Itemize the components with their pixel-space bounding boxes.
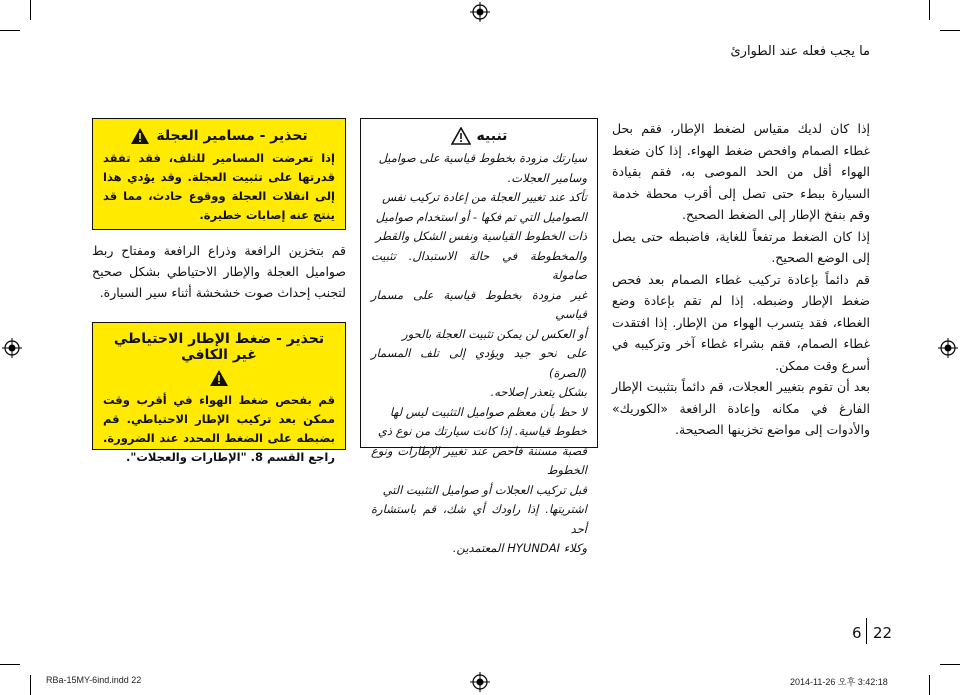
crop-mark xyxy=(30,675,31,695)
paragraph: قم دائماً بإعادة تركيب غطاء الصمام بعد فحص ضغط الإطار وضبطه. إذا لم تقم بإعادة وضع الغطاء، فقد يتسرب الهواء من الإطار. إذا افتقدت غطاء الصمام، فقم بشراء غطاء آخر وتركيبه في أسرع وقت ممكن. xyxy=(612,271,870,373)
section-title: ما يجب فعله عند الطوارئ xyxy=(730,44,870,59)
print-timestamp: 2014-11-26 오후 3:42:18 xyxy=(790,677,888,687)
crop-mark xyxy=(30,0,31,20)
caution-line: قبل تركيب العجلات أو صواميل التثبيت التي xyxy=(382,482,587,497)
paragraph: إذا كان لديك مقياس لضغط الإطار، فقم بحل غطاء الصمام وافحص ضغط الهواء. إذا كان ضغط الهواء أقل من الحد الموصى به، فقم بقيادة السيارة ببطء حتى تصل إلى أقرب محطة خدمة وقم بنفخ الإطار إلى الضغط الصحيح. xyxy=(612,121,870,222)
paragraph: قم بتخزين الرافعة وذراع الرافعة ومفتاح ربط صواميل العجلة والإطار الاحتياطي بشكل صحيح لتجنب إحداث صوت خشخشة أثناء سير السيارة. xyxy=(92,243,346,300)
warning-title-text: تحذير - ضغط الإطار الاحتياطي غير الكافي xyxy=(113,331,325,363)
warning-triangle-icon xyxy=(451,127,471,145)
caution-line: ذات الخطوط القياسية ونفس الشكل والقطر xyxy=(375,229,587,243)
registration-mark-icon xyxy=(470,2,490,22)
caution-title xyxy=(371,127,587,145)
caution-line: خطوط قياسية. إذا كانت سيارتك من نوع ذي xyxy=(377,424,587,438)
registration-mark-icon xyxy=(938,338,958,358)
caution-line: بشكل يتعذر إصلاحه. xyxy=(490,385,587,399)
warning-triangle-icon xyxy=(130,127,150,145)
crop-mark xyxy=(929,675,930,695)
caution-line: الصواميل التي تم فكها - أو استخدام صواميل xyxy=(375,209,587,224)
caution-line: لا حظ بأن معظم صواميل التثبيت ليس لها xyxy=(389,404,587,419)
crop-mark xyxy=(929,0,930,20)
warning-triangle-icon xyxy=(209,369,229,387)
crop-mark xyxy=(0,664,20,665)
caution-line: سيارتك مزودة بخطوط قياسية على صواميل xyxy=(378,151,587,165)
caution-line: غير مزودة بخطوط قياسية على مسمار قياسي xyxy=(371,287,587,321)
page-number: 22 xyxy=(873,624,893,642)
warning-box-spare-pressure xyxy=(92,322,346,464)
warning-title xyxy=(103,127,335,145)
caution-line: تأكد عند تغيير العجلة من إعادة تركيب نفس xyxy=(382,190,587,204)
warning-body: إذا تعرضت المسامير للتلف، فقد تفقد قدرتها على تثبيت العجلة. وقد يؤدي هذا إلى انفلات العجلة ووقوع حادث، مما قد ينتج عنه إصابات خطيرة. xyxy=(103,151,335,222)
caution-line: على نحو جيد ويؤدي إلى تلف المسمار (الصرة) xyxy=(371,346,587,380)
page-number-divider xyxy=(866,618,867,644)
storage-paragraph xyxy=(92,240,346,303)
warning-box-wheel-bolts xyxy=(92,118,346,230)
file-name: RBa-15MY-6ind.indd 22 xyxy=(46,675,142,685)
caution-line: وسامير العجلات. xyxy=(507,170,587,185)
caution-line: أو العكس لن يمكن تثبيت العجلة بالحور xyxy=(402,326,587,341)
caution-line: والمخطوطة في حالة الاستبدال. تثبيت صامولة xyxy=(371,248,587,282)
paragraph: بعد أن تقوم بتغيير العجلات، قم دائماً بتثبيت الإطار الفارغ في مكانه وإعادة الرافعة «الكوريك» والأدوات إلى مواضع تخزينها الصحيحة. xyxy=(612,379,870,437)
warning-title-text: تحذير - مسامير العجلة xyxy=(156,128,308,144)
registration-mark-icon xyxy=(470,672,490,692)
crop-mark xyxy=(0,30,20,31)
crop-mark xyxy=(940,30,960,31)
caution-body xyxy=(371,149,587,559)
paragraph: إذا كان الضغط مرتفعاً للغاية، فاضبطه حتى يصل إلى الوضع الصحيح. xyxy=(612,228,870,265)
caution-box xyxy=(360,118,598,555)
caution-line: قصبة مسننة فاحص عند تغيير الإطارات ونوع الخطوط xyxy=(371,443,587,477)
right-column xyxy=(612,118,870,441)
caution-title-text: تنبيه xyxy=(476,128,508,144)
warning-title xyxy=(103,331,335,387)
warning-body: قم بفحص ضغط الهواء في أقرب وقت ممكن بعد تركيب الإطار الاحتياطي. قم بضبطه على الضغط المحدد عند الضرورة. راجع القسم 8. "الإطارات والعجلات". xyxy=(103,393,335,464)
registration-mark-icon xyxy=(2,338,22,358)
caution-line: اشتريتها. إذا راودك أي شك، قم باستشارة أحد xyxy=(371,502,587,536)
chapter-number: 6 xyxy=(852,624,862,642)
caution-line: وكلاء HYUNDAI المعتمدين. xyxy=(452,541,587,555)
crop-mark xyxy=(940,664,960,665)
